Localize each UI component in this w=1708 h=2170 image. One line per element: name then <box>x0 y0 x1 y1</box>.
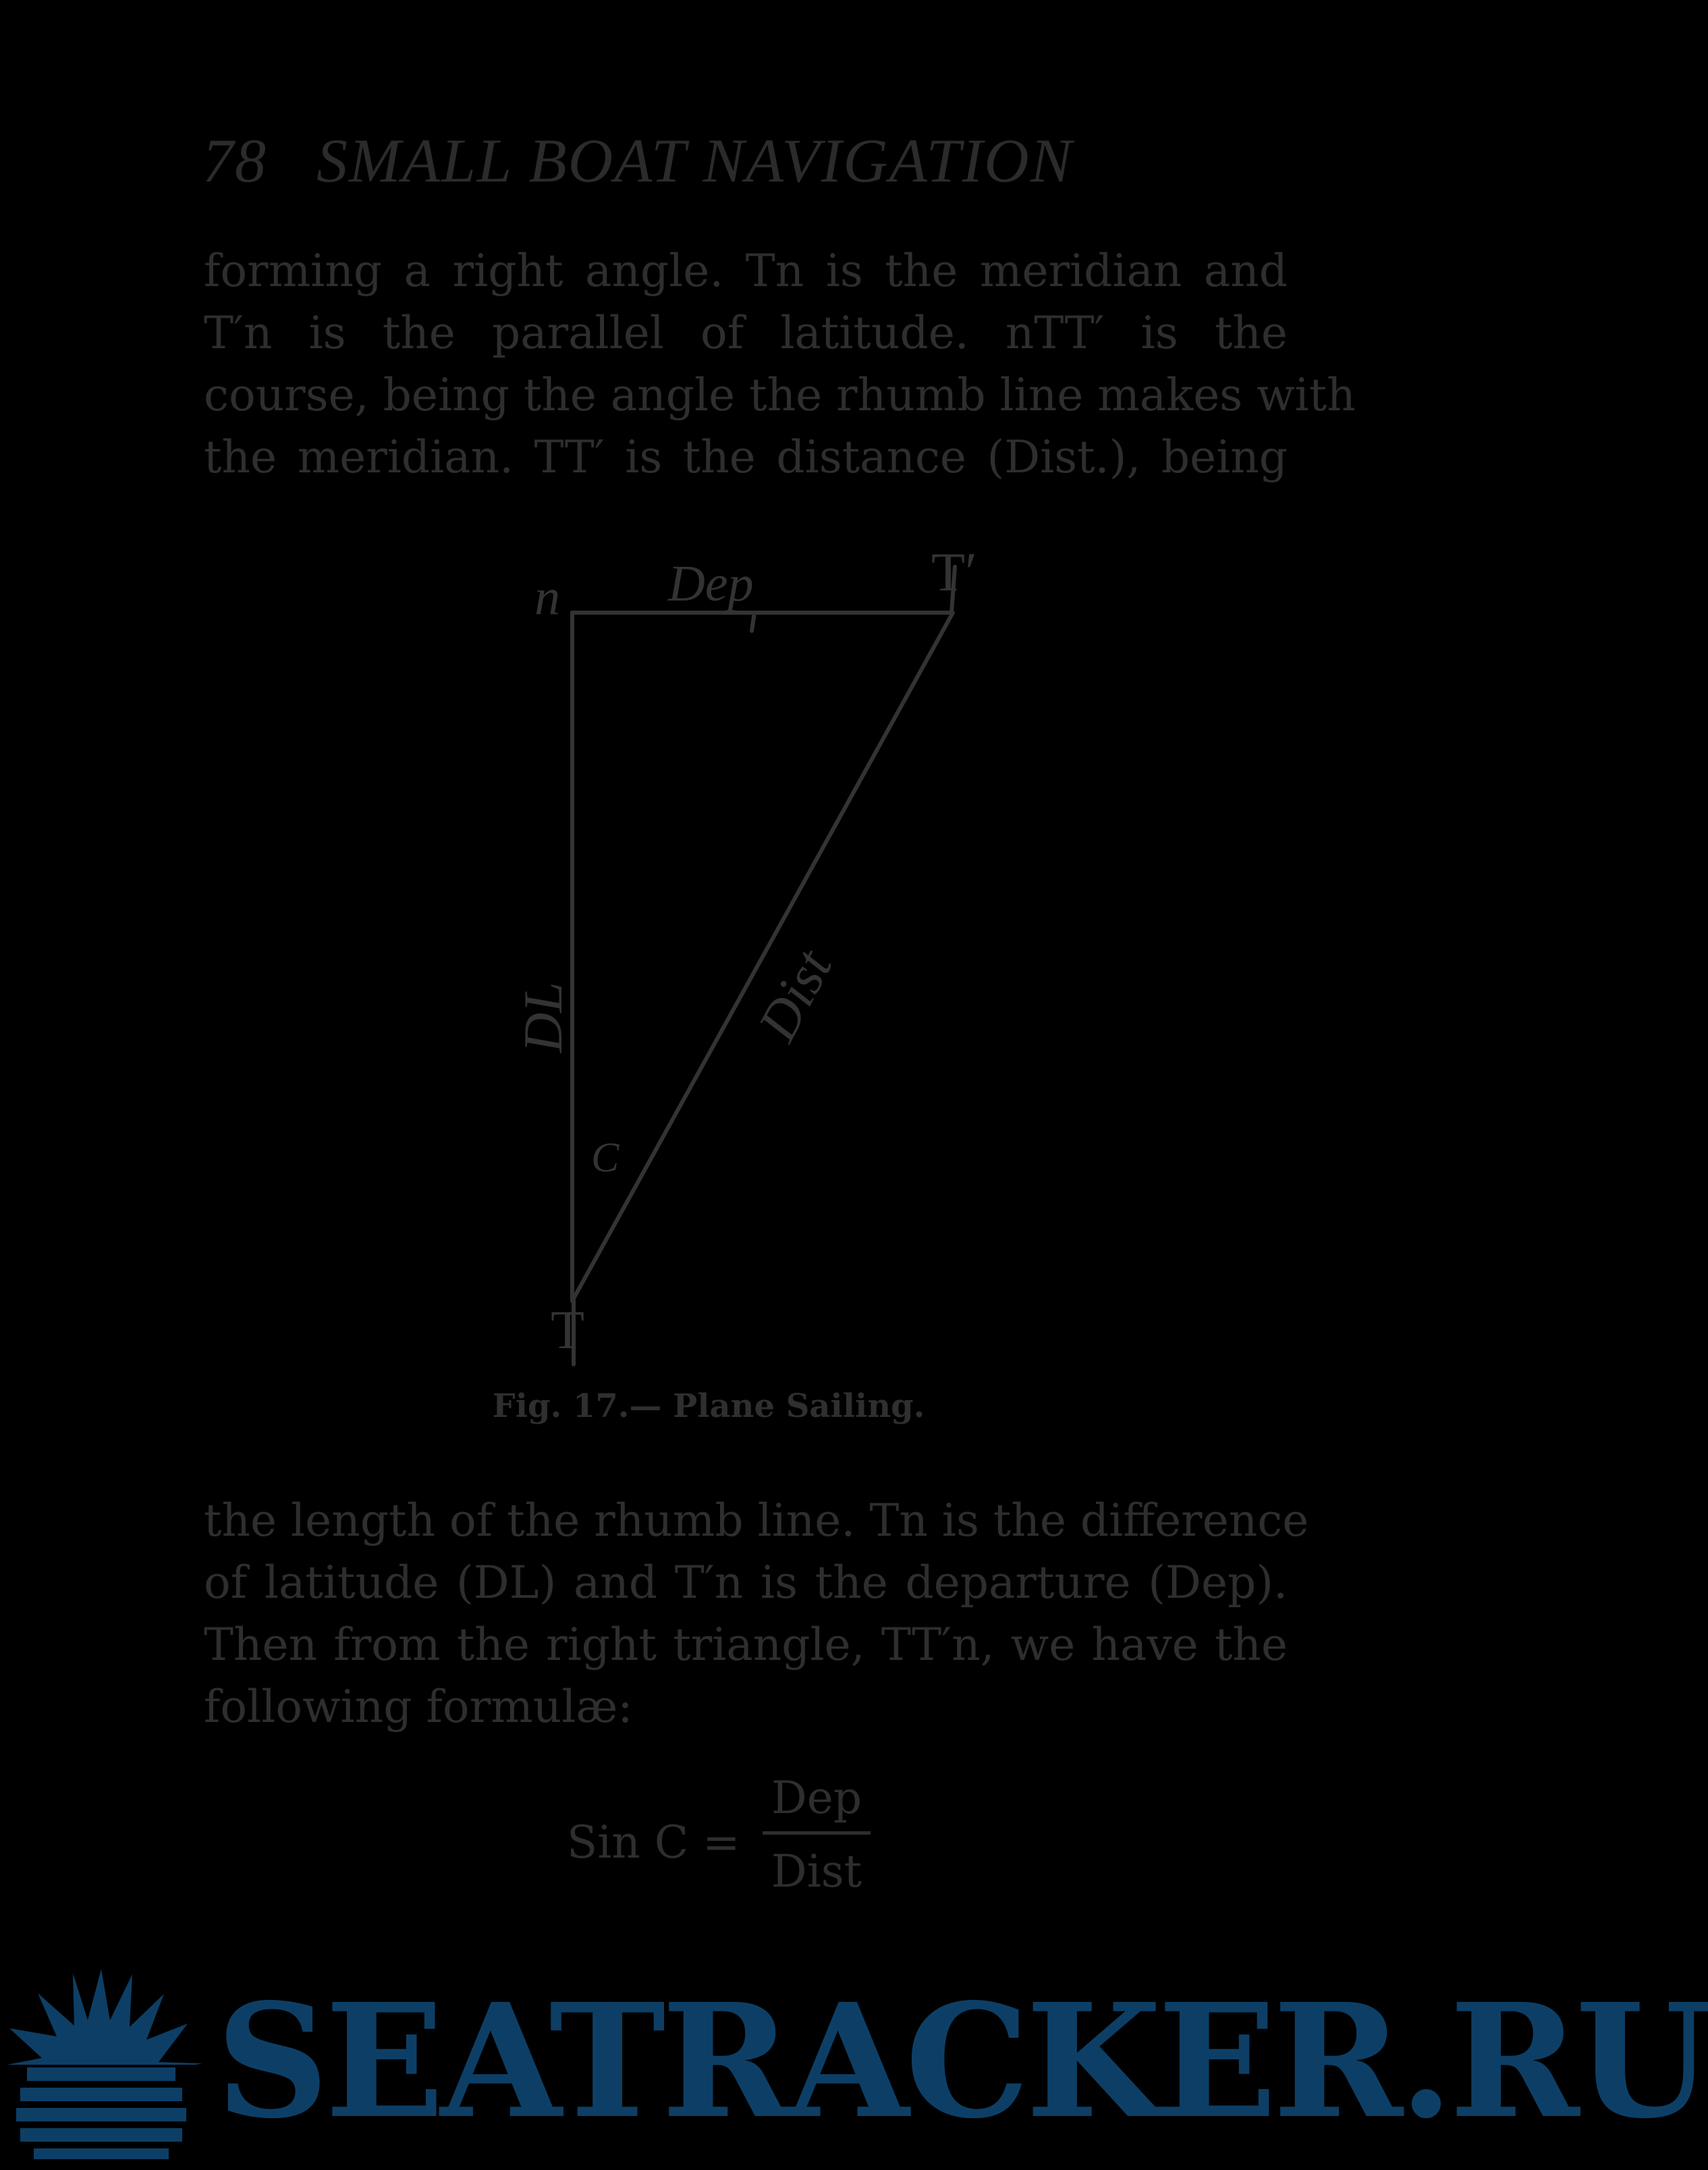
formula-lhs: Sin C = <box>567 1816 740 1868</box>
text-line: Then from the right triangle, TT′n, we have the <box>204 1619 1288 1671</box>
paragraph-before-figure <box>204 240 1356 489</box>
fraction-bar <box>763 1831 871 1835</box>
formula-fraction <box>763 1768 871 1902</box>
page-number: 78 <box>202 126 267 195</box>
text-line: the meridian. TT′ is the distance (Dist.), being <box>204 431 1288 483</box>
running-header <box>202 125 1296 199</box>
text-line: the length of the rhumb line. Tn is the difference <box>204 1495 1309 1547</box>
dist-line <box>572 613 953 1301</box>
label-n: n <box>534 569 560 625</box>
plane-sailing-figure <box>472 513 978 1376</box>
label-t-prime: T′ <box>931 541 978 603</box>
tick-mark <box>752 613 754 631</box>
label-dist: Dist <box>746 940 844 1051</box>
text-line: course, being the angle the rhumb line makes with <box>204 369 1356 421</box>
text-line: following formulæ: <box>204 1681 633 1733</box>
text-line: forming a right angle. Tn is the meridian and <box>204 245 1288 297</box>
paragraph-after-figure <box>204 1490 1309 1738</box>
label-dep: Dep <box>668 555 754 612</box>
label-angle-c: C <box>591 1135 619 1181</box>
text-line: T′n is the parallel of latitude. nTT′ is the <box>204 307 1288 359</box>
text-line: of latitude (DL) and T′n is the departure (Dep). <box>204 1557 1288 1609</box>
figure-caption: Fig. 17.— Plane Sailing. <box>492 1387 925 1425</box>
formula-numerator: Dep <box>771 1772 862 1824</box>
formula-denominator: Dist <box>771 1845 862 1897</box>
watermark-text: SEATRACKER.RU <box>216 1969 1708 2153</box>
label-t: T <box>551 1299 585 1360</box>
sun-icon <box>0 1969 216 2170</box>
label-dl: DL <box>512 982 574 1053</box>
running-title: SMALL BOAT NAVIGATION <box>316 126 1074 195</box>
